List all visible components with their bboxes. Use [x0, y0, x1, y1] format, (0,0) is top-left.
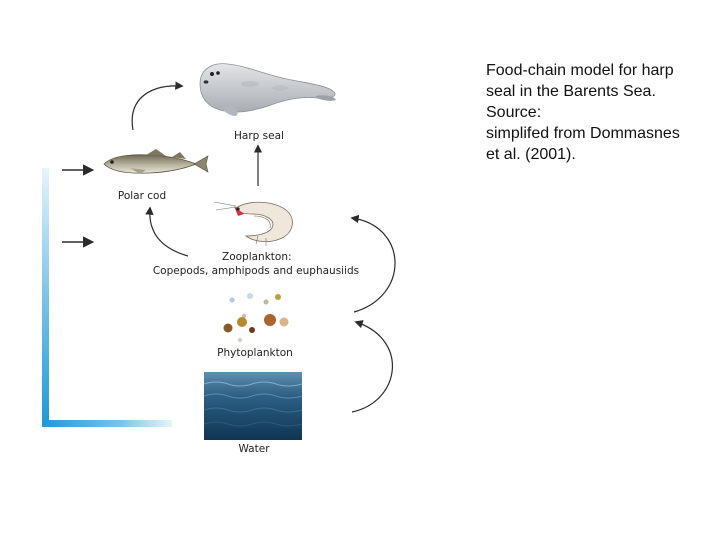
polar-cod-icon	[104, 149, 208, 174]
phytoplankton-icon	[224, 293, 289, 342]
harp-seal-icon	[200, 64, 336, 116]
figure-caption	[486, 60, 716, 165]
caption-line: simplifed from Dommasnes	[486, 125, 680, 142]
arrow-water-to-phytoplankton	[352, 322, 392, 412]
harp-seal-label: Harp seal	[234, 130, 284, 142]
arrow-polar-cod-to-seal	[132, 86, 182, 130]
phytoplankton-label: Phytoplankton	[217, 347, 293, 359]
caption-line: Food-chain model for harp	[486, 62, 674, 79]
side-bracket	[42, 168, 172, 427]
zooplankton-species-label: Copepods, amphipods and euphausiids	[152, 265, 360, 277]
arrow-zooplankton-to-polar-cod	[150, 208, 188, 256]
zooplankton-icon	[214, 202, 292, 246]
zooplankton-label: Zooplankton:	[222, 251, 292, 263]
polar-cod-label: Polar cod	[117, 190, 167, 202]
water-label: Water	[238, 443, 270, 455]
caption-line: Source:	[486, 104, 542, 121]
water-icon	[204, 372, 302, 440]
caption-line: seal in the Barents Sea.	[486, 83, 656, 100]
caption-line: et al. (2001).	[486, 146, 576, 163]
